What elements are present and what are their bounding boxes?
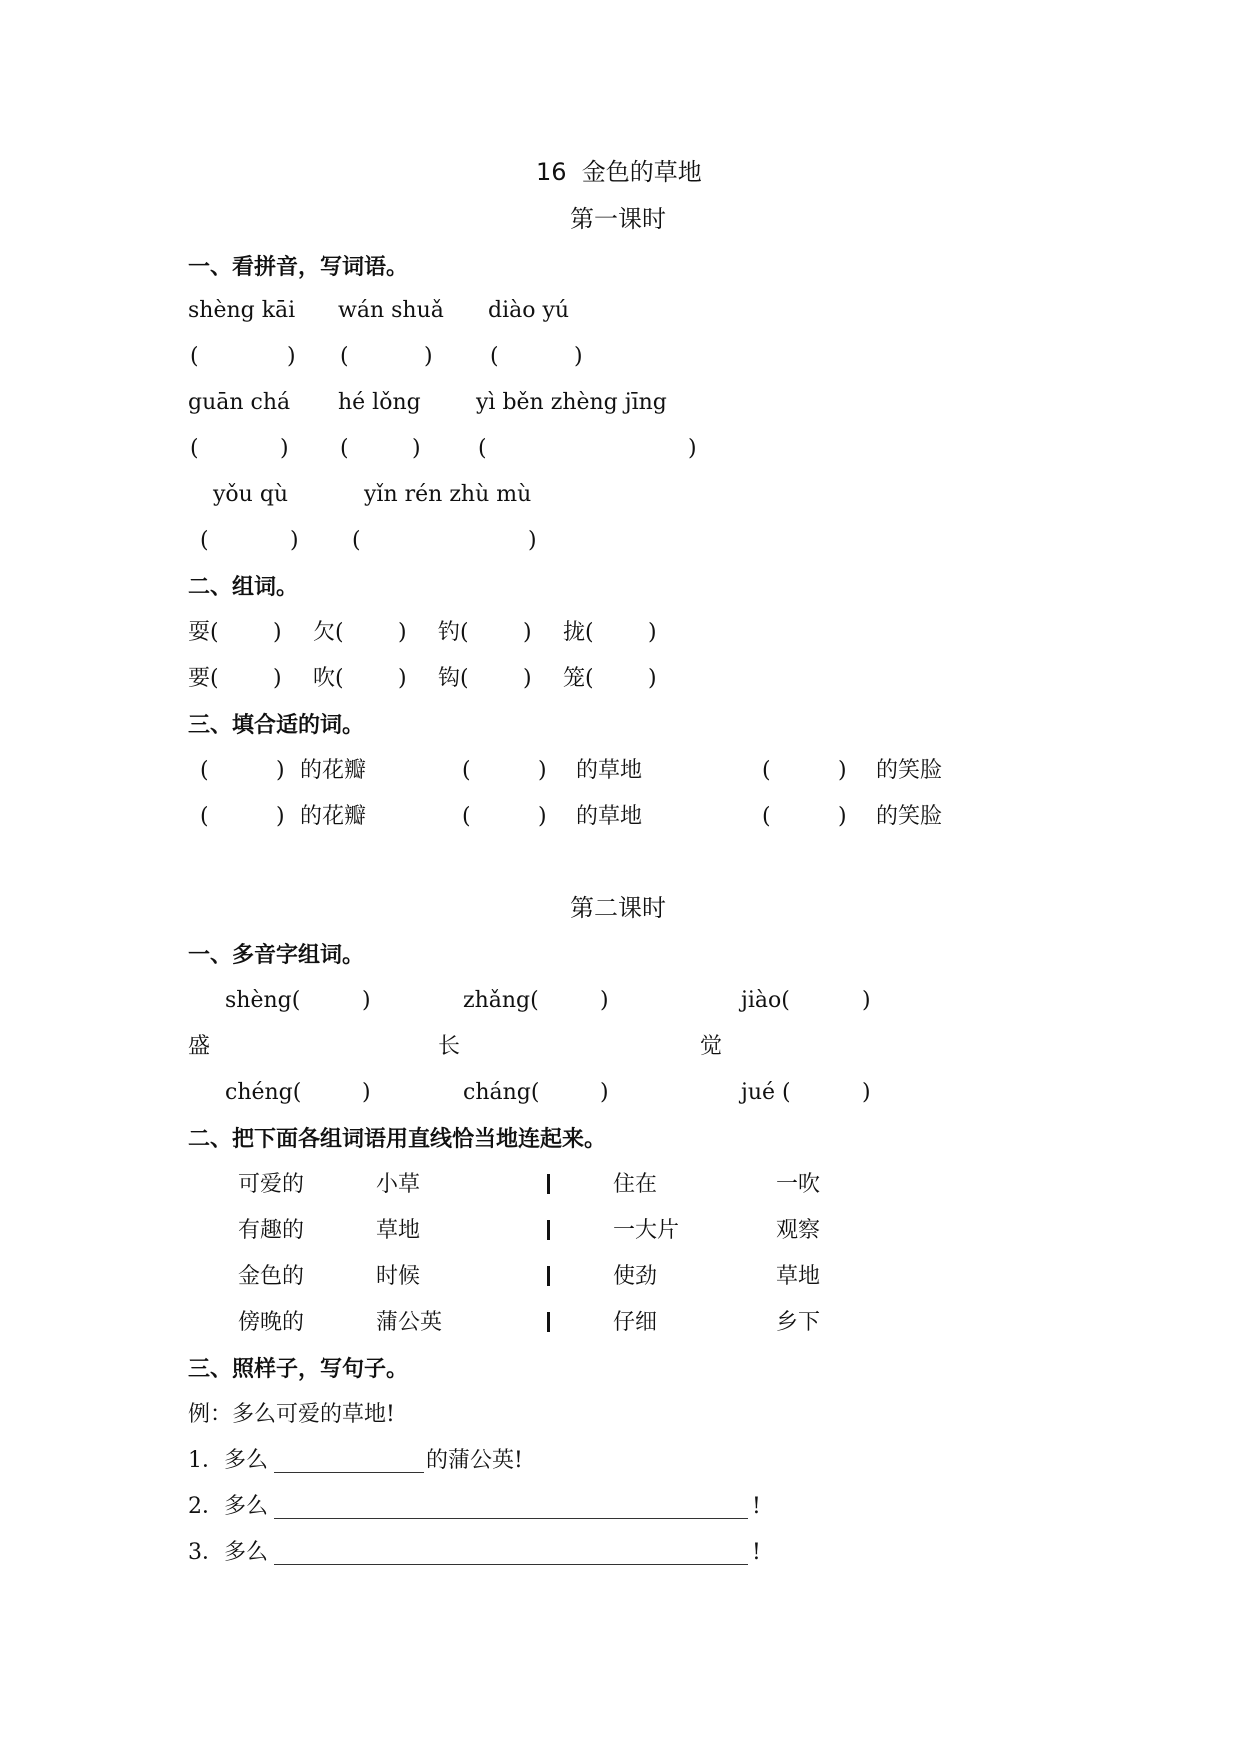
example-sentence: 例：多么可爱的草地! bbox=[188, 1402, 395, 1427]
zuci-item: 钓( bbox=[438, 620, 469, 645]
sentence-1-blank[interactable] bbox=[274, 1472, 424, 1473]
zuci-item: 笼( bbox=[563, 666, 594, 691]
zuci-close: ) bbox=[648, 666, 657, 691]
duoyin-sheng: shèng( bbox=[225, 988, 301, 1013]
blank-open: ( bbox=[478, 436, 487, 461]
match-left-word: 蒲公英 bbox=[376, 1310, 443, 1335]
match-left-word: 小草 bbox=[376, 1172, 421, 1197]
sentence-3-blank[interactable] bbox=[274, 1564, 748, 1565]
match-right-word: 观察 bbox=[776, 1218, 821, 1243]
match-right-word: 一吹 bbox=[776, 1172, 821, 1197]
match-left-word: 草地 bbox=[376, 1218, 421, 1243]
pinyin-wanshua: wán shuǎ bbox=[338, 298, 444, 323]
fill-close: ) bbox=[538, 804, 547, 829]
duoyin-close: ) bbox=[600, 1080, 609, 1105]
match-right-word: 仔细 bbox=[613, 1310, 658, 1335]
blank-close: ) bbox=[424, 344, 433, 369]
zuci-close: ) bbox=[273, 666, 282, 691]
fill-close: ) bbox=[538, 758, 547, 783]
fill-phrase: 的笑脸 bbox=[876, 804, 943, 829]
zuci-item: 欠( bbox=[313, 620, 344, 645]
l2-q3-title: 三、照样子，写句子。 bbox=[188, 1356, 409, 1382]
fill-close: ) bbox=[838, 804, 847, 829]
match-left-word: 有趣的 bbox=[238, 1218, 305, 1243]
duoyin-char-jue: 觉 bbox=[700, 1034, 723, 1059]
fill-open: ( bbox=[762, 804, 771, 829]
zuci-item: 耍( bbox=[188, 620, 219, 645]
match-right-word: 使劲 bbox=[613, 1264, 658, 1289]
duoyin-jue: jué ( bbox=[741, 1080, 791, 1105]
blank-close: ) bbox=[280, 436, 289, 461]
sentence-3-suffix: ! bbox=[752, 1540, 761, 1565]
fill-phrase: 的草地 bbox=[576, 758, 643, 783]
pinyin-youqu: yǒu qù bbox=[213, 482, 289, 507]
zuci-item: 拢( bbox=[563, 620, 594, 645]
duoyin-close: ) bbox=[862, 988, 871, 1013]
pinyin-shengkai: shèng kāi bbox=[188, 298, 296, 323]
fill-open: ( bbox=[462, 804, 471, 829]
sentence-2-suffix: ! bbox=[752, 1494, 761, 1519]
blank-open: ( bbox=[490, 344, 499, 369]
zuci-item: 吹( bbox=[313, 666, 344, 691]
sentence-1-suffix: 的蒲公英! bbox=[426, 1448, 523, 1473]
zuci-item: 要( bbox=[188, 666, 219, 691]
blank-open: ( bbox=[340, 436, 349, 461]
divider-bar bbox=[547, 1266, 550, 1286]
duoyin-cheng: chéng( bbox=[225, 1080, 302, 1105]
blank-open: ( bbox=[200, 528, 209, 553]
blank-open: ( bbox=[190, 436, 199, 461]
fill-phrase: 的草地 bbox=[576, 804, 643, 829]
fill-close: ) bbox=[276, 804, 285, 829]
match-left-word: 傍晚的 bbox=[238, 1310, 305, 1335]
match-left-word: 可爱的 bbox=[238, 1172, 305, 1197]
blank-open: ( bbox=[340, 344, 349, 369]
divider-bar bbox=[547, 1312, 550, 1332]
fill-open: ( bbox=[200, 758, 209, 783]
duoyin-close: ) bbox=[600, 988, 609, 1013]
zuci-close: ) bbox=[523, 666, 532, 691]
fill-phrase: 的笑脸 bbox=[876, 758, 943, 783]
lesson2-heading: 第二课时 bbox=[570, 894, 666, 922]
blank-close: ) bbox=[528, 528, 537, 553]
blank-close: ) bbox=[688, 436, 697, 461]
page-title: 16 金色的草地 bbox=[536, 158, 702, 186]
zuci-close: ) bbox=[523, 620, 532, 645]
pinyin-guancha: guān chá bbox=[188, 390, 291, 415]
match-right-word: 乡下 bbox=[776, 1310, 821, 1335]
divider-bar bbox=[547, 1220, 550, 1240]
l2-q2-title: 二、把下面各组词语用直线恰当地连起来。 bbox=[188, 1126, 607, 1152]
zuci-close: ) bbox=[273, 620, 282, 645]
fill-open: ( bbox=[200, 804, 209, 829]
zuci-close: ) bbox=[398, 620, 407, 645]
fill-phrase: 的花瓣 bbox=[300, 758, 367, 783]
fill-open: ( bbox=[462, 758, 471, 783]
fill-open: ( bbox=[762, 758, 771, 783]
blank-close: ) bbox=[412, 436, 421, 461]
l1-q1-title: 一、看拼音，写词语。 bbox=[188, 254, 409, 280]
pinyin-yinrenzhumu: yǐn rén zhù mù bbox=[364, 482, 532, 507]
blank-open: ( bbox=[352, 528, 361, 553]
match-left-word: 金色的 bbox=[238, 1264, 305, 1289]
zuci-close: ) bbox=[398, 666, 407, 691]
blank-open: ( bbox=[190, 344, 199, 369]
duoyin-zhang: zhǎng( bbox=[463, 988, 539, 1013]
fill-close: ) bbox=[838, 758, 847, 783]
sentence-2-prefix: 2．多么 bbox=[188, 1494, 268, 1519]
duoyin-chang: cháng( bbox=[463, 1080, 540, 1105]
l1-q3-title: 三、填合适的词。 bbox=[188, 712, 365, 738]
pinyin-diaoyu: diào yú bbox=[488, 298, 570, 323]
match-left-word: 时候 bbox=[376, 1264, 421, 1289]
blank-close: ) bbox=[287, 344, 296, 369]
sentence-3-prefix: 3．多么 bbox=[188, 1540, 268, 1565]
blank-close: ) bbox=[574, 344, 583, 369]
duoyin-close: ) bbox=[862, 1080, 871, 1105]
duoyin-close: ) bbox=[362, 988, 371, 1013]
duoyin-jiao: jiào( bbox=[741, 988, 790, 1013]
pinyin-helong: hé lǒng bbox=[338, 390, 421, 415]
duoyin-close: ) bbox=[362, 1080, 371, 1105]
match-right-word: 住在 bbox=[613, 1172, 658, 1197]
match-right-word: 一大片 bbox=[613, 1218, 680, 1243]
blank-close: ) bbox=[290, 528, 299, 553]
fill-phrase: 的花瓣 bbox=[300, 804, 367, 829]
lesson1-heading: 第一课时 bbox=[570, 205, 666, 233]
duoyin-char-chang: 长 bbox=[438, 1034, 461, 1059]
pinyin-yibenzhengjing: yì běn zhèng jīng bbox=[476, 390, 667, 415]
duoyin-char-sheng: 盛 bbox=[188, 1034, 211, 1059]
zuci-item: 钩( bbox=[438, 666, 469, 691]
match-right-word: 草地 bbox=[776, 1264, 821, 1289]
zuci-close: ) bbox=[648, 620, 657, 645]
sentence-1-prefix: 1．多么 bbox=[188, 1448, 268, 1473]
sentence-2-blank[interactable] bbox=[274, 1518, 748, 1519]
l1-q2-title: 二、组词。 bbox=[188, 574, 299, 600]
fill-close: ) bbox=[276, 758, 285, 783]
divider-bar bbox=[547, 1174, 550, 1194]
l2-q1-title: 一、多音字组词。 bbox=[188, 942, 365, 968]
